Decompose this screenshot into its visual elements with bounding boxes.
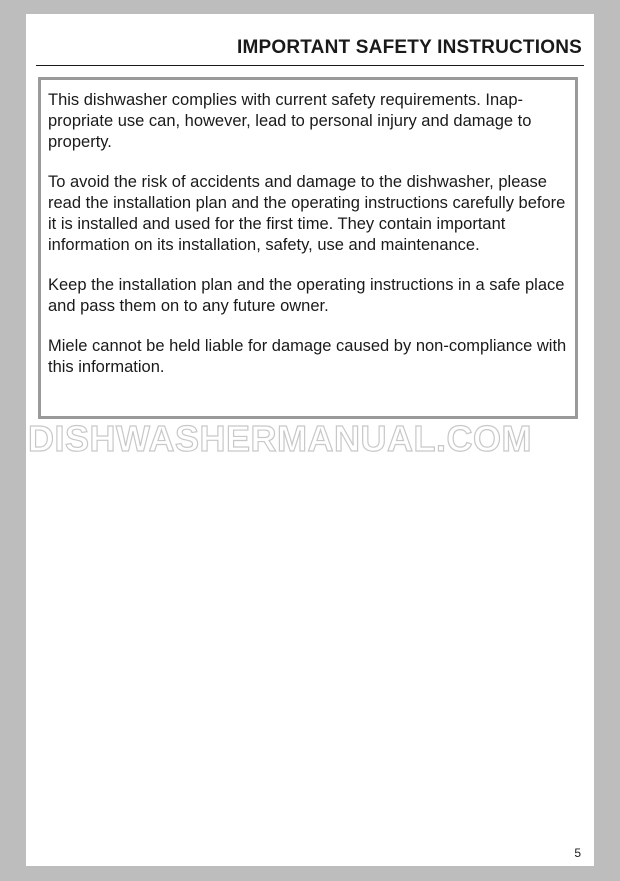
watermark: DISHWASHERMANUAL.COM <box>28 418 532 459</box>
page-number: 5 <box>574 846 581 860</box>
safety-notice-box <box>38 77 578 419</box>
notice-paragraph-keep-instructions: Keep the installation plan and the operating instructions in a safe place and pass them on to any future owner. <box>48 276 565 315</box>
header-divider <box>36 65 584 66</box>
notice-paragraph-read-instructions: To avoid the risk of accidents and damage to the dishwasher, please read the installation plan and the operating instructions carefully before it is installed and used for the first time. They contain important information on its installation, safety, use and maintenance. <box>48 173 566 254</box>
page-title: IMPORTANT SAFETY INSTRUCTIONS <box>237 37 582 58</box>
notice-paragraph-compliance: This dishwasher complies with current safety requirements. Inappropriate use can, however, lead to personal injury and damage to property. <box>48 91 532 151</box>
notice-paragraph-liability: Miele cannot be held liable for damage caused by non-compliance with this information. <box>48 337 567 376</box>
